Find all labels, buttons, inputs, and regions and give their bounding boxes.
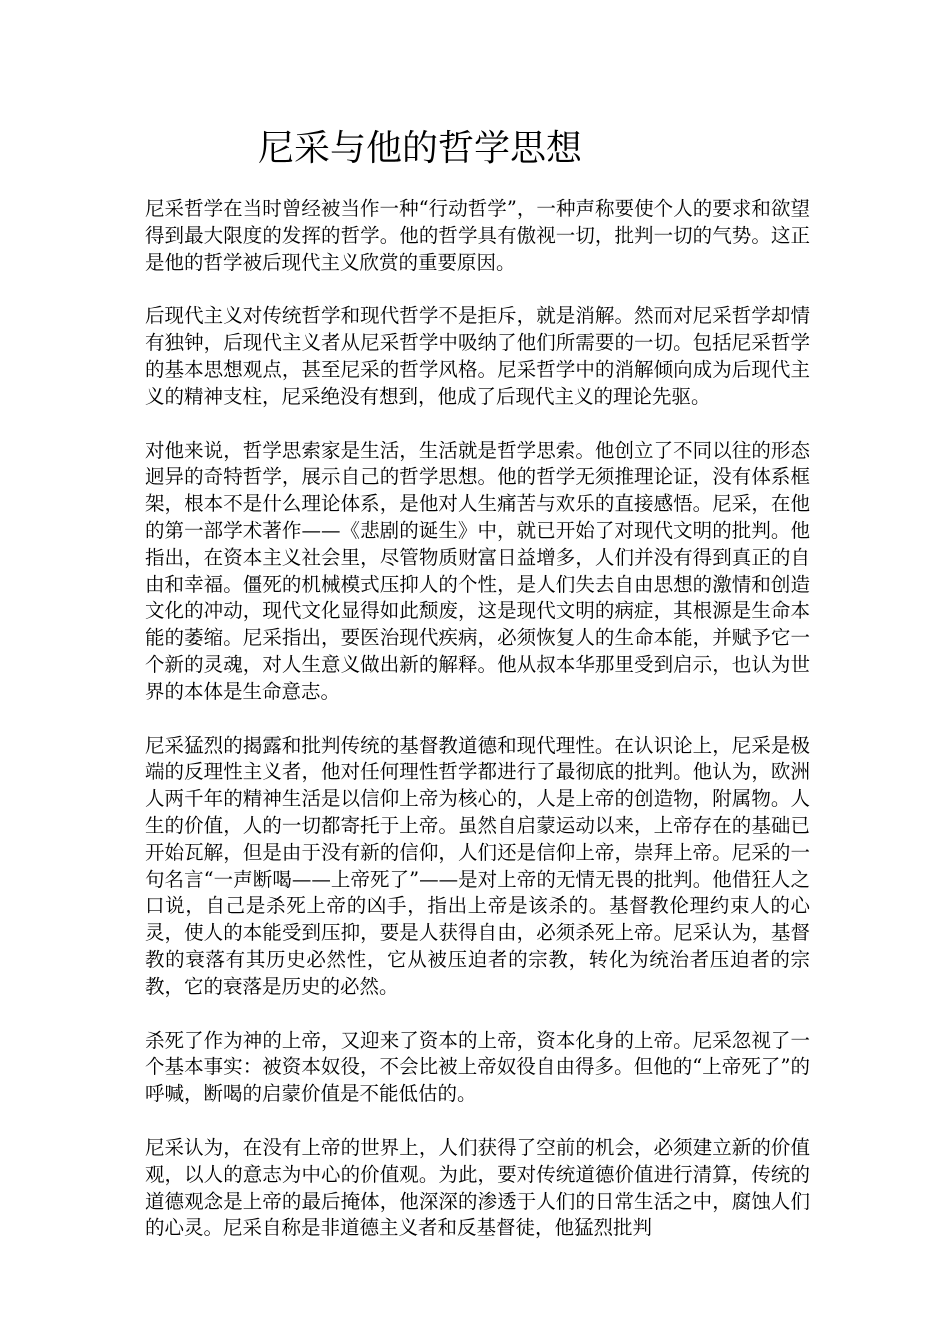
- paragraph-3: 对他来说，哲学思索家是生活，生活就是哲学思索。他创立了不同以往的形态迥异的奇特哲学，展示自己的哲学思想。他的哲学无须推理论证，没有体系框架，根本不是什么理论体系，是他对人生痛苦与欢乐的直接感悟。尼采，在他的第一部学术著作——《悲剧的诞生》中，就已开始了对现代文明的批判。他指出，在资本主义社会里，尽管物质财富日益增多，人们并没有得到真正的自由和幸福。僵死的机械模式压抑人的个性，是人们失去自由思想的激情和创造文化的冲动，现代文化显得如此颓废，这是现代文明的病症，其根源是生命本能的萎缩。尼采指出，要医治现代疾病，必须恢复人的生命本能，并赋予它一个新的灵魂，对人生意义做出新的解释。他从叔本华那里受到启示，也认为世界的本体是生命意志。: [145, 438, 810, 703]
- paragraph-2: 后现代主义对传统哲学和现代哲学不是拒斥，就是消解。然而对尼采哲学却情有独钟，后现代主义者从尼采哲学中吸纳了他们所需要的一切。包括尼采哲学的基本思想观点，甚至尼采的哲学风格。尼采哲学中的消解倾向成为后现代主义的精神支柱，尼采绝没有想到，他成了后现代主义的理论先驱。: [145, 304, 810, 408]
- paragraph-1: 尼采哲学在当时曾经被当作一种“行动哲学”，一种声称要使个人的要求和欲望得到最大限度的发挥的哲学。他的哲学具有傲视一切，批判一切的气势。这正是他的哲学被后现代主义欣赏的重要原因。: [145, 197, 810, 274]
- document-title: 尼采与他的哲学思想: [258, 128, 583, 169]
- paragraph-5: 杀死了作为神的上帝，又迎来了资本的上帝，资本化身的上帝。尼采忽视了一个基本事实：被资本奴役，不会比被上帝奴役自由得多。但他的“上帝死了”的呼喊，断喝的启蒙价值是不能低估的。: [145, 1028, 810, 1106]
- paragraph-4: 尼采猛烈的揭露和批判传统的基督教道德和现代理性。在认识论上，尼采是极端的反理性主义者，他对任何理性哲学都进行了最彻底的批判。他认为，欧洲人两千年的精神生活是以信仰上帝为核心的，人是上帝的创造物，附属物。人生的价值，人的一切都寄托于上帝。虽然自启蒙运动以来，上帝存在的基础已开始瓦解，但是由于没有新的信仰，人们还是信仰上帝，崇拜上帝。尼采的一句名言“一声断喝——上帝死了”——是对上帝的无情无畏的批判。他借狂人之口说，自己是杀死上帝的凶手，指出上帝是该杀的。基督教伦理约束人的心灵，使人的本能受到压抑，要是人获得自由，必须杀死上帝。尼采认为，基督教的衰落有其历史必然性，它从被压迫者的宗教，转化为统治者压迫者的宗教，它的衰落是历史的必然。: [145, 733, 810, 998]
- document-body: [145, 196, 810, 1269]
- paragraph-6: 尼采认为，在没有上帝的世界上，人们获得了空前的机会，必须建立新的价值观，以人的意志为中心的价值观。为此，要对传统道德价值进行清算，传统的道德观念是上帝的最后掩体，他深深的渗透于人们的日常生活之中，腐蚀人们的心灵。尼采自称是非道德主义者和反基督徒，他猛烈批判: [145, 1135, 810, 1240]
